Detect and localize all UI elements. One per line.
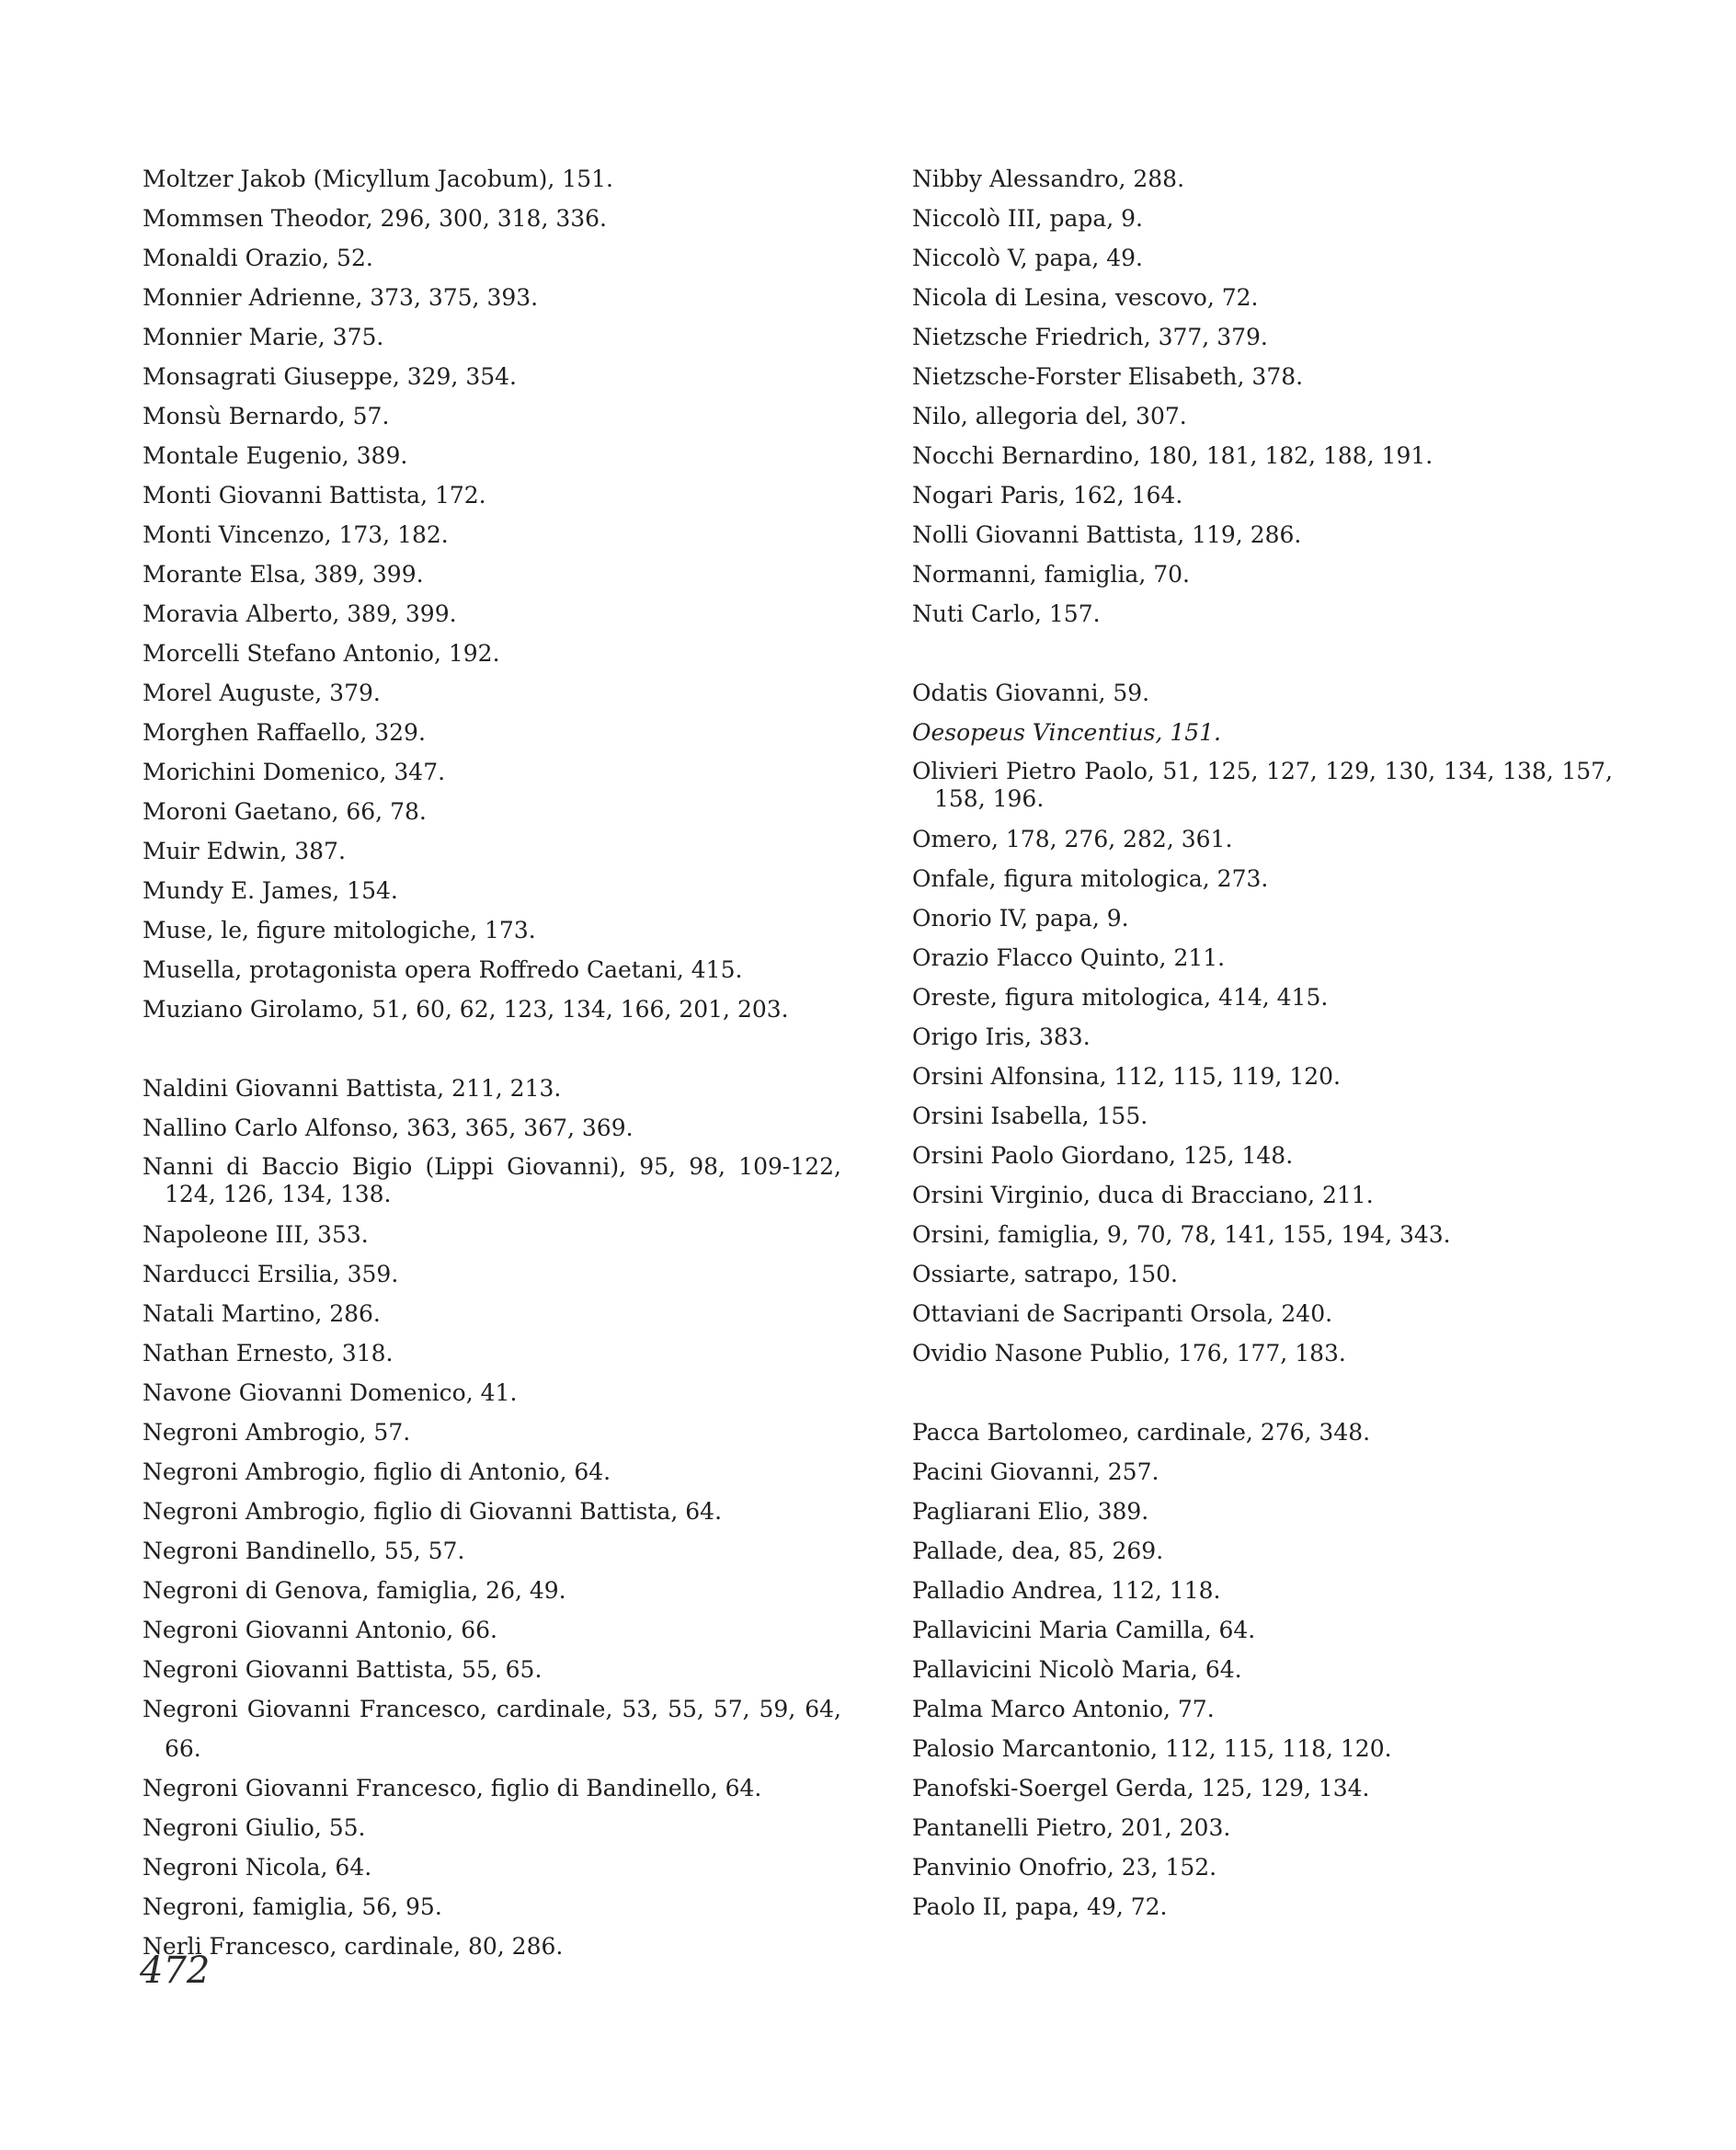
index-entry: Negroni Giovanni Antonio, 66. bbox=[143, 1617, 497, 1643]
index-entry: Nicola di Lesina, vescovo, 72. bbox=[912, 284, 1259, 311]
index-entry: Nogari Paris, 162, 164. bbox=[912, 482, 1183, 509]
index-entry: Onfale, figura mitologica, 273. bbox=[912, 865, 1269, 892]
index-entry: Nocchi Bernardino, 180, 181, 182, 188, 191. bbox=[912, 442, 1433, 469]
index-entry: Nanni di Baccio Bigio (Lippi Giovanni), 95, 98, 109-122, 124, 126, 134, 138. bbox=[143, 1153, 841, 1207]
index-entry: Nietzsche Friedrich, 377, 379. bbox=[912, 324, 1268, 350]
index-entry: Morcelli Stefano Antonio, 192. bbox=[143, 640, 500, 667]
index-entry: Mundy E. James, 154. bbox=[143, 877, 398, 904]
index-entry: Negroni Ambrogio, figlio di Antonio, 64. bbox=[143, 1458, 611, 1485]
index-entry: Morichini Domenico, 347. bbox=[143, 759, 446, 785]
index-entry: Negroni Giovanni Francesco, figlio di Bandinello, 64. bbox=[143, 1775, 762, 1801]
index-entry: Panofski-Soergel Gerda, 125, 129, 134. bbox=[912, 1775, 1370, 1801]
index-entry: Omero, 178, 276, 282, 361. bbox=[912, 826, 1233, 852]
index-entry: Oreste, figura mitologica, 414, 415. bbox=[912, 984, 1329, 1011]
index-entry: Napoleone III, 353. bbox=[143, 1221, 369, 1248]
index-entry: Pallavicini Maria Camilla, 64. bbox=[912, 1617, 1256, 1643]
index-entry: Moltzer Jakob (Micyllum Jacobum), 151. bbox=[143, 166, 613, 192]
index-entry: Muse, le, figure mitologiche, 173. bbox=[143, 917, 536, 943]
index-entry: Nuti Carlo, 157. bbox=[912, 600, 1101, 627]
index-entry: Nallino Carlo Alfonso, 363, 365, 367, 369. bbox=[143, 1115, 634, 1141]
index-entry: Muir Edwin, 387. bbox=[143, 838, 346, 864]
index-entry: Niccolò III, papa, 9. bbox=[912, 205, 1144, 232]
index-entry: Odatis Giovanni, 59. bbox=[912, 680, 1150, 706]
index-entry: Pantanelli Pietro, 201, 203. bbox=[912, 1814, 1231, 1841]
index-entry: Negroni Giovanni Battista, 55, 65. bbox=[143, 1656, 542, 1683]
index-entry: Palosio Marcantonio, 112, 115, 118, 120. bbox=[912, 1735, 1392, 1762]
index-entry: Orsini Isabella, 155. bbox=[912, 1103, 1148, 1129]
index-entry: Nilo, allegoria del, 307. bbox=[912, 403, 1187, 429]
index-entry: Naldini Giovanni Battista, 211, 213. bbox=[143, 1075, 562, 1102]
section-gap bbox=[912, 1373, 1613, 1412]
index-entry: Onorio IV, papa, 9. bbox=[912, 905, 1129, 932]
index-entry-italic: Oesopeus Vincentius, 151. bbox=[912, 719, 1221, 746]
index-entry: Monnier Adrienne, 373, 375, 393. bbox=[143, 284, 539, 311]
index-entry: Orsini Alfonsina, 112, 115, 119, 120. bbox=[912, 1063, 1341, 1090]
index-entry: Moroni Gaetano, 66, 78. bbox=[143, 798, 427, 825]
index-entry: Mommsen Theodor, 296, 300, 318, 336. bbox=[143, 205, 608, 232]
index-entry: Nietzsche-Forster Elisabeth, 378. bbox=[912, 363, 1304, 390]
index-entry: Palladio Andrea, 112, 118. bbox=[912, 1577, 1221, 1604]
index-entry: Monnier Marie, 375. bbox=[143, 324, 384, 350]
index-entry: Negroni Nicola, 64. bbox=[143, 1854, 372, 1881]
index-entry: Monti Giovanni Battista, 172. bbox=[143, 482, 486, 509]
index-entry: Pallade, dea, 85, 269. bbox=[912, 1538, 1164, 1564]
index-entry: Palma Marco Antonio, 77. bbox=[912, 1696, 1215, 1722]
index-entry: Negroni, famiglia, 56, 95. bbox=[143, 1893, 442, 1920]
index-entry: Montale Eugenio, 389. bbox=[143, 442, 408, 469]
index-entry: Nolli Giovanni Battista, 119, 286. bbox=[912, 521, 1302, 548]
index-entry: Musella, protagonista opera Roffredo Caetani, 415. bbox=[143, 956, 743, 983]
index-column-left bbox=[143, 159, 841, 1966]
index-entry: Niccolò V, papa, 49. bbox=[912, 245, 1143, 271]
index-entry: Negroni Ambrogio, figlio di Giovanni Battista, 64. bbox=[143, 1498, 723, 1525]
index-entry: Origo Iris, 383. bbox=[912, 1024, 1091, 1050]
index-entry: Panvinio Onofrio, 23, 152. bbox=[912, 1854, 1217, 1881]
index-entry: Pallavicini Nicolò Maria, 64. bbox=[912, 1656, 1242, 1683]
index-entry: Morghen Raffaello, 329. bbox=[143, 719, 426, 746]
index-entry: Orazio Flacco Quinto, 211. bbox=[912, 944, 1226, 971]
index-entry: Monaldi Orazio, 52. bbox=[143, 245, 373, 271]
index-entry: Pacca Bartolomeo, cardinale, 276, 348. bbox=[912, 1419, 1371, 1446]
index-entry: Orsini Virginio, duca di Bracciano, 211. bbox=[912, 1182, 1374, 1208]
page-number: 472 bbox=[140, 1950, 211, 1992]
index-entry: Navone Giovanni Domenico, 41. bbox=[143, 1379, 518, 1406]
index-entry: Negroni Giovanni Francesco, cardinale, 53, 55, 57, 59, 64, 66. bbox=[143, 1696, 841, 1762]
index-entry: Pagliarani Elio, 389. bbox=[912, 1498, 1149, 1525]
index-entry: Pacini Giovanni, 257. bbox=[912, 1458, 1159, 1485]
index-entry: Nerli Francesco, cardinale, 80, 286. bbox=[143, 1933, 564, 1960]
index-entry: Ovidio Nasone Publio, 176, 177, 183. bbox=[912, 1340, 1346, 1367]
index-entry: Natali Martino, 286. bbox=[143, 1300, 381, 1327]
index-entry: Negroni Giulio, 55. bbox=[143, 1814, 366, 1841]
index-entry: Nathan Ernesto, 318. bbox=[143, 1340, 394, 1367]
section-gap bbox=[912, 634, 1613, 673]
index-entry: Morel Auguste, 379. bbox=[143, 680, 381, 706]
index-entry: Nibby Alessandro, 288. bbox=[912, 166, 1185, 192]
index-entry: Moravia Alberto, 389, 399. bbox=[143, 600, 457, 627]
index-entry: Ossiarte, satrapo, 150. bbox=[912, 1261, 1178, 1287]
index-entry: Negroni Bandinello, 55, 57. bbox=[143, 1538, 465, 1564]
index-entry: Paolo II, papa, 49, 72. bbox=[912, 1893, 1168, 1920]
index-entry: Orsini, famiglia, 9, 70, 78, 141, 155, 194, 343. bbox=[912, 1221, 1451, 1248]
index-entry: Ottaviani de Sacripanti Orsola, 240. bbox=[912, 1300, 1333, 1327]
index-entry: Monti Vincenzo, 173, 182. bbox=[143, 521, 449, 548]
index-entry: Olivieri Pietro Paolo, 51, 125, 127, 129, 130, 134, 138, 157, 158, 196. bbox=[912, 758, 1613, 812]
index-entry: Negroni Ambrogio, 57. bbox=[143, 1419, 411, 1446]
index-entry: Muziano Girolamo, 51, 60, 62, 123, 134, 166, 201, 203. bbox=[143, 996, 789, 1023]
index-entry: Monsù Bernardo, 57. bbox=[143, 403, 390, 429]
index-entry: Monsagrati Giuseppe, 329, 354. bbox=[143, 363, 517, 390]
section-gap bbox=[143, 1029, 841, 1069]
index-entry: Narducci Ersilia, 359. bbox=[143, 1261, 399, 1287]
index-entry: Negroni di Genova, famiglia, 26, 49. bbox=[143, 1577, 566, 1604]
index-column-right bbox=[912, 159, 1613, 1927]
index-entry: Orsini Paolo Giordano, 125, 148. bbox=[912, 1142, 1294, 1169]
index-entry: Normanni, famiglia, 70. bbox=[912, 561, 1190, 588]
index-entry: Morante Elsa, 389, 399. bbox=[143, 561, 424, 588]
